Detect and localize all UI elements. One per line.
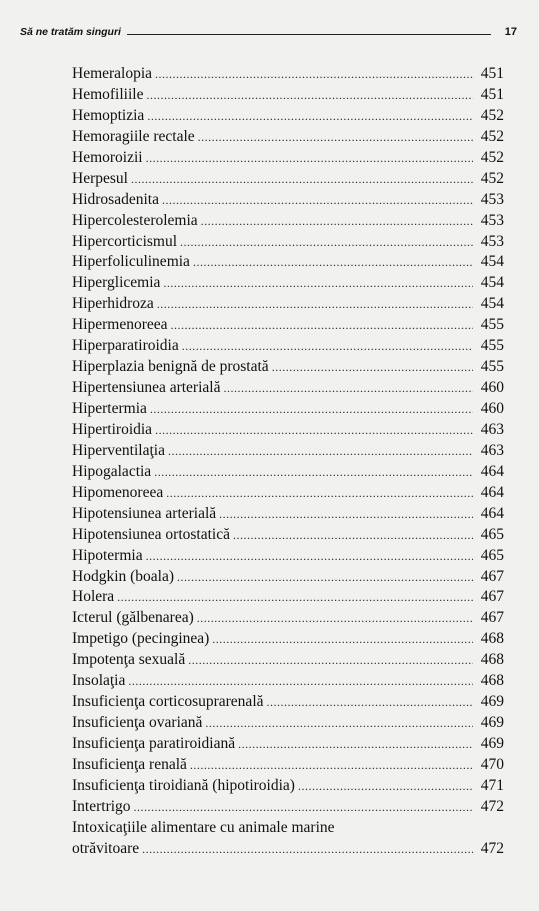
- dot-leader: [171, 315, 473, 336]
- toc-entry: [72, 315, 504, 336]
- toc-entry-page: 468: [480, 672, 504, 690]
- toc-entry-page: 465: [480, 525, 504, 543]
- toc-entry: [72, 776, 504, 797]
- toc-entry-label: Hiperventilaţia: [72, 441, 165, 459]
- toc-entry: [72, 504, 504, 525]
- toc-entry-page: 464: [480, 462, 504, 480]
- toc-entry-label: Icterul (gălbenarea): [72, 609, 194, 627]
- toc-entry-page: 472: [480, 839, 504, 857]
- dot-leader: [180, 232, 473, 253]
- toc-entry: [72, 629, 504, 650]
- dot-leader: [219, 504, 473, 525]
- toc-entry-label: Hemofiliile: [72, 85, 144, 103]
- toc-entry-page: 453: [480, 232, 504, 250]
- table-of-contents: [72, 64, 504, 860]
- dot-leader: [117, 587, 473, 608]
- dot-leader: [223, 378, 473, 399]
- book-title: Să ne tratăm singuri: [20, 26, 121, 38]
- toc-entry-label-line1: Intoxicaţiile alimentare cu animale marine: [72, 818, 335, 836]
- toc-entry-label: Hodgkin (boala): [72, 567, 175, 585]
- toc-entry-page: 468: [480, 651, 504, 669]
- toc-entry: [72, 650, 504, 671]
- dot-leader: [198, 127, 473, 148]
- toc-entry-label: Insuficienţa ovariană: [72, 714, 203, 732]
- dot-leader: [298, 776, 473, 797]
- dot-leader: [190, 755, 473, 776]
- toc-entry-label: Hipercorticismul: [72, 232, 178, 250]
- toc-entry: [72, 567, 504, 588]
- dot-leader: [128, 671, 473, 692]
- toc-entry: [72, 713, 504, 734]
- dot-leader: [154, 462, 473, 483]
- toc-entry: [72, 671, 504, 692]
- dot-leader: [233, 525, 473, 546]
- toc-entry-page: 465: [480, 546, 504, 564]
- toc-entry-page: 453: [480, 190, 504, 208]
- dot-leader: [131, 169, 473, 190]
- toc-entry-label: Hipercolesterolemia: [72, 211, 198, 229]
- toc-entry: [72, 525, 504, 546]
- toc-entry: [72, 399, 504, 420]
- toc-entry-label: Herpesul: [72, 169, 128, 187]
- toc-entry-page: 454: [480, 253, 504, 271]
- toc-entry-page: 471: [480, 776, 504, 794]
- dot-leader: [267, 692, 473, 713]
- running-header: [20, 22, 517, 38]
- toc-entry: [72, 692, 504, 713]
- dot-leader: [238, 734, 473, 755]
- dot-leader: [146, 546, 473, 567]
- toc-entry: [72, 64, 504, 85]
- toc-entry: [72, 106, 504, 127]
- toc-entry-page: 452: [480, 148, 504, 166]
- toc-entry-label: Hipotensiunea arterială: [72, 504, 217, 522]
- toc-entry-label: Hiperhidroza: [72, 295, 154, 313]
- toc-entry-label: Intertrigo: [72, 797, 131, 815]
- toc-entry-page: 469: [480, 714, 504, 732]
- toc-entry-page: 452: [480, 169, 504, 187]
- dot-leader: [142, 839, 473, 860]
- toc-entry-label: Hiperfoliculinemia: [72, 253, 190, 271]
- toc-entry: [72, 441, 504, 462]
- dot-leader: [163, 273, 473, 294]
- toc-entry-page: 469: [480, 693, 504, 711]
- toc-entry-page: 472: [480, 797, 504, 815]
- toc-entry-page: 464: [480, 483, 504, 501]
- page-number: 17: [504, 26, 517, 38]
- toc-entry-label: Hiperparatiroidia: [72, 337, 179, 355]
- toc-entry-label: Hiperglicemia: [72, 274, 161, 292]
- toc-entry-label: Hipermenoreea: [72, 316, 168, 334]
- toc-entry-label: Hipertiroidia: [72, 420, 153, 438]
- dot-leader: [155, 64, 473, 85]
- dot-leader: [157, 294, 473, 315]
- toc-entry: [72, 357, 504, 378]
- toc-entry-page: 460: [480, 379, 504, 397]
- toc-entry-label-line2: otrăvitoare: [72, 839, 140, 857]
- dot-leader: [201, 211, 473, 232]
- toc-entry: [72, 169, 504, 190]
- toc-entry-page: 455: [480, 358, 504, 376]
- toc-entry-page: 464: [480, 504, 504, 522]
- toc-entry: [72, 546, 504, 567]
- toc-entry: [72, 148, 504, 169]
- toc-entry-label: Impetigo (pecinginea): [72, 630, 210, 648]
- toc-entry-label: Hipomenoreea: [72, 483, 164, 501]
- toc-entry-page: 451: [480, 85, 504, 103]
- toc-entry: [72, 336, 504, 357]
- toc-entry-label: Hiperplazia benignă de prostată: [72, 358, 269, 376]
- toc-entry-multiline: [72, 818, 504, 860]
- dot-leader: [162, 190, 473, 211]
- toc-entry-label: Hemoragiile rectale: [72, 127, 195, 145]
- toc-entry-page: 451: [480, 65, 504, 82]
- toc-entry-label: Impotenţa sexuală: [72, 651, 186, 669]
- toc-entry-label: Insuficienţa corticosuprarenală: [72, 693, 264, 711]
- toc-entry: [72, 127, 504, 148]
- dot-leader: [182, 336, 473, 357]
- dot-leader: [134, 797, 473, 818]
- toc-entry-page: 454: [480, 274, 504, 292]
- toc-entry: [72, 85, 504, 106]
- toc-entry-label: Insolaţia: [72, 672, 126, 690]
- dot-leader: [212, 629, 473, 650]
- toc-entry-label: Insuficienţa tiroidiană (hipotiroidia): [72, 776, 295, 794]
- dot-leader: [147, 106, 473, 127]
- toc-entry: [72, 420, 504, 441]
- toc-entry: [72, 211, 504, 232]
- toc-entry-page: 469: [480, 735, 504, 752]
- toc-entry-label: Hipertensiunea arterială: [72, 379, 221, 397]
- toc-entry-page: 467: [480, 609, 504, 627]
- toc-entry-label: Hidrosadenita: [72, 190, 159, 208]
- toc-entry: [72, 273, 504, 294]
- toc-entry: [72, 587, 504, 608]
- toc-entry-page: 452: [480, 106, 504, 124]
- toc-entry-label: Hipertermia: [72, 400, 147, 417]
- toc-entry: [72, 483, 504, 504]
- toc-entry-page: 468: [480, 630, 504, 648]
- toc-entry-page: 455: [480, 337, 504, 355]
- toc-entry-label: Holera: [72, 588, 115, 606]
- dot-leader: [146, 85, 473, 106]
- toc-entry-page: 454: [480, 295, 504, 313]
- toc-entry-label: Insuficienţa renală: [72, 755, 187, 773]
- toc-entry-label: Hemeralopia: [72, 65, 153, 82]
- dot-leader: [188, 650, 473, 671]
- toc-entry-page: 452: [480, 127, 504, 145]
- toc-entry-label: Hemoroizii: [72, 148, 143, 166]
- dot-leader: [272, 357, 473, 378]
- toc-entry: [72, 190, 504, 211]
- toc-entry: [72, 252, 504, 273]
- toc-entry-page: 470: [480, 755, 504, 773]
- toc-entry: [72, 232, 504, 253]
- toc-entry-label: Hemoptizia: [72, 106, 145, 124]
- toc-entry: [72, 294, 504, 315]
- dot-leader: [193, 252, 473, 273]
- toc-entry-page: 463: [480, 420, 504, 438]
- toc-entry: [72, 734, 504, 755]
- toc-entry: [72, 608, 504, 629]
- toc-entry-label: Hipogalactia: [72, 462, 152, 480]
- dot-leader: [197, 608, 473, 629]
- dot-leader: [205, 713, 473, 734]
- toc-entry: [72, 378, 504, 399]
- toc-entry-label: Hipotermia: [72, 546, 143, 564]
- toc-entry-label: Insuficienţa paratiroidiană: [72, 735, 236, 752]
- toc-entry: [72, 797, 504, 818]
- toc-entry-page: 467: [480, 567, 504, 585]
- header-rule: [127, 34, 491, 35]
- dot-leader: [168, 441, 473, 462]
- toc-entry: [72, 755, 504, 776]
- toc-entry: [72, 462, 504, 483]
- dot-leader: [155, 420, 473, 441]
- toc-entry-page: 463: [480, 441, 504, 459]
- dot-leader: [146, 148, 473, 169]
- toc-entry-page: 453: [480, 211, 504, 229]
- toc-entry-label: Hipotensiunea ortostatică: [72, 525, 230, 543]
- toc-entry-page: 460: [480, 400, 504, 417]
- dot-leader: [150, 399, 473, 420]
- toc-entry-page: 455: [480, 316, 504, 334]
- toc-entry-page: 467: [480, 588, 504, 606]
- dot-leader: [166, 483, 473, 504]
- dot-leader: [177, 567, 473, 588]
